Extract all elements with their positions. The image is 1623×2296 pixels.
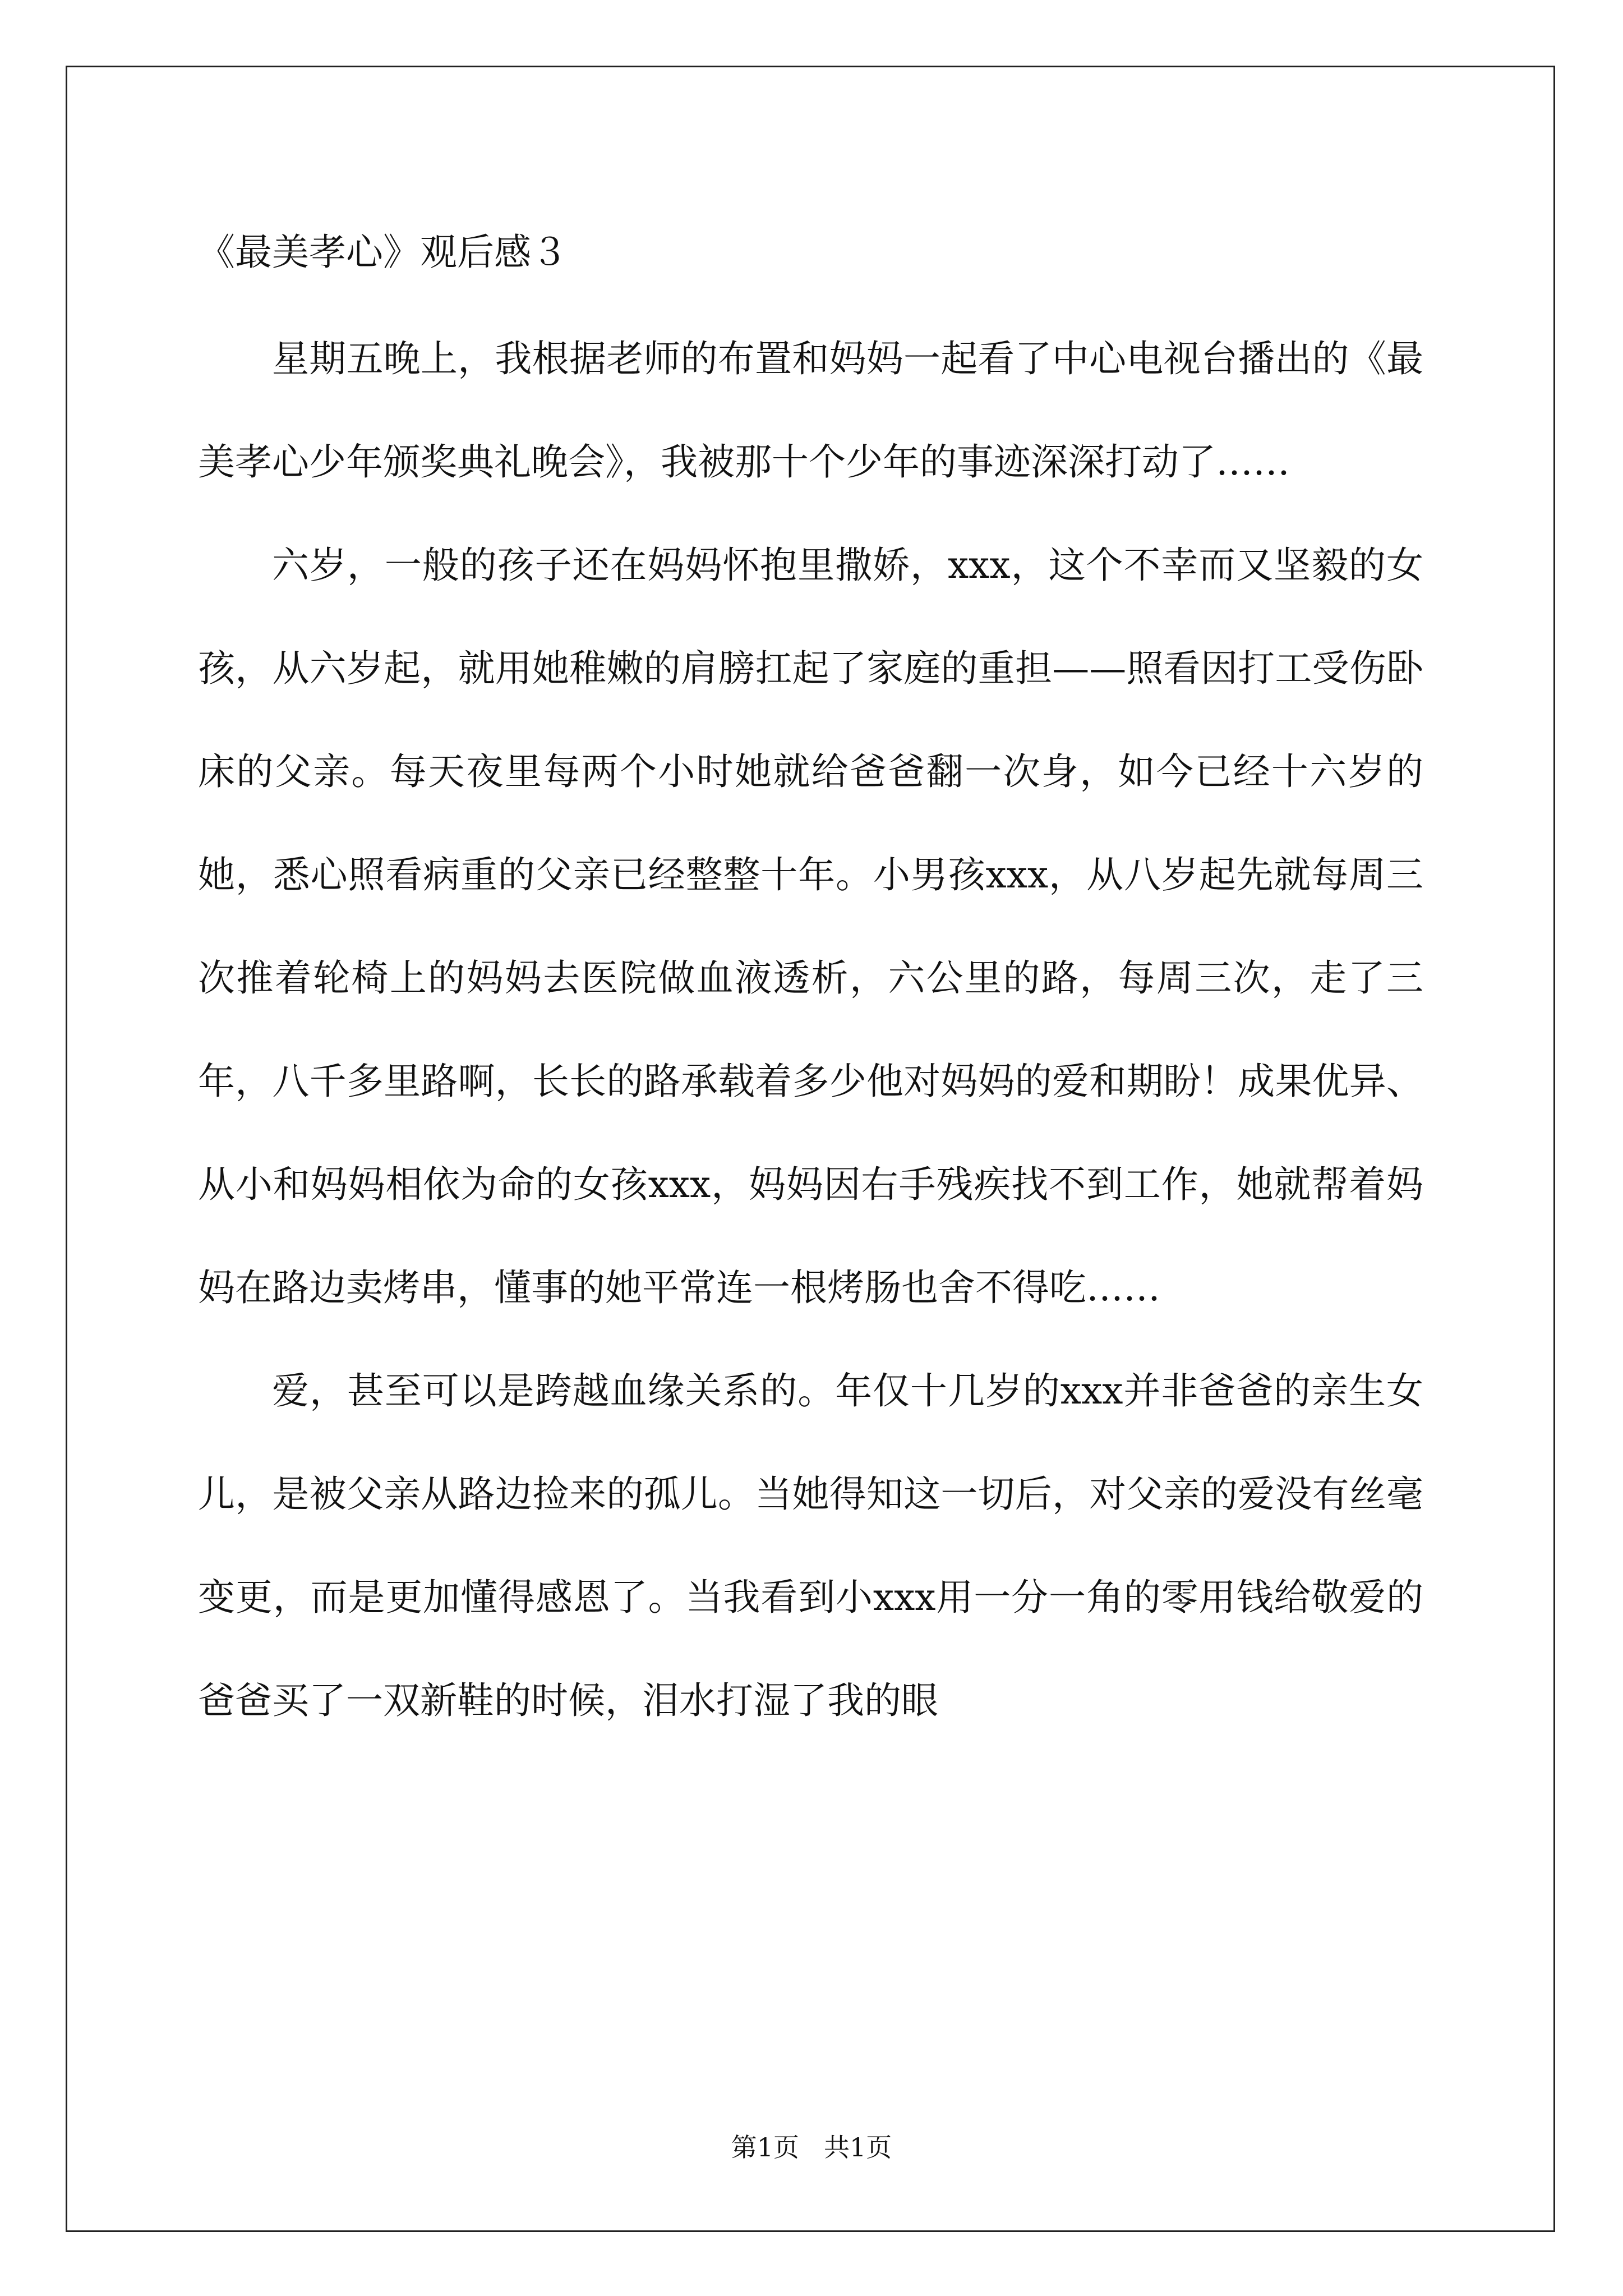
page-footer [0,2131,1623,2164]
page-number: 第1页 [731,2132,800,2162]
document-body [198,213,1423,1752]
document-title: 《最美孝心》观后感３ [198,231,568,274]
page-total: 共1页 [823,2132,892,2162]
paragraph-3: 爱，甚至可以是跨越血缘关系的。年仅十几岁的xxx并非爸爸的亲生女儿，是被父亲从路边捡来的孤儿。当她得知这一切后，对父亲的爱没有丝毫变更，而是更加懂得感恩了。当我看到小xxx用一分一角的零用钱给敬爱的爸爸买了一双新鞋的时候，泪水打湿了我的眼 [198,1369,1423,1722]
paragraph-2: 六岁，一般的孩子还在妈妈怀抱里撒娇，xxx，这个不幸而又坚毅的女孩，从六岁起，就用她稚嫩的肩膀扛起了家庭的重担——照看因打工受伤卧床的父亲。每天夜里每两个小时她就给爸爸翻一次身，如今已经十六岁的她，悉心照看病重的父亲已经整整十年。小男孩xxx，从八岁起先就每周三次推着轮椅上的妈妈去医院做血液透析，六公里的路，每周三次，走了三年，八千多里路啊，长长的路承载着多少他对妈妈的爱和期盼！成果优异、从小和妈妈相依为命的女孩xxx，妈妈因右手残疾找不到工作，她就帮着妈妈在路边卖烤串，懂事的她平常连一根烤肠也舍不得吃…… [198,544,1423,1309]
footer-gap [799,2132,824,2162]
paragraph-1: 星期五晚上，我根据老师的布置和妈妈一起看了中心电视台播出的《最美孝心少年颁奖典礼晚会》，我被那十个少年的事迹深深打动了…… [198,337,1423,484]
